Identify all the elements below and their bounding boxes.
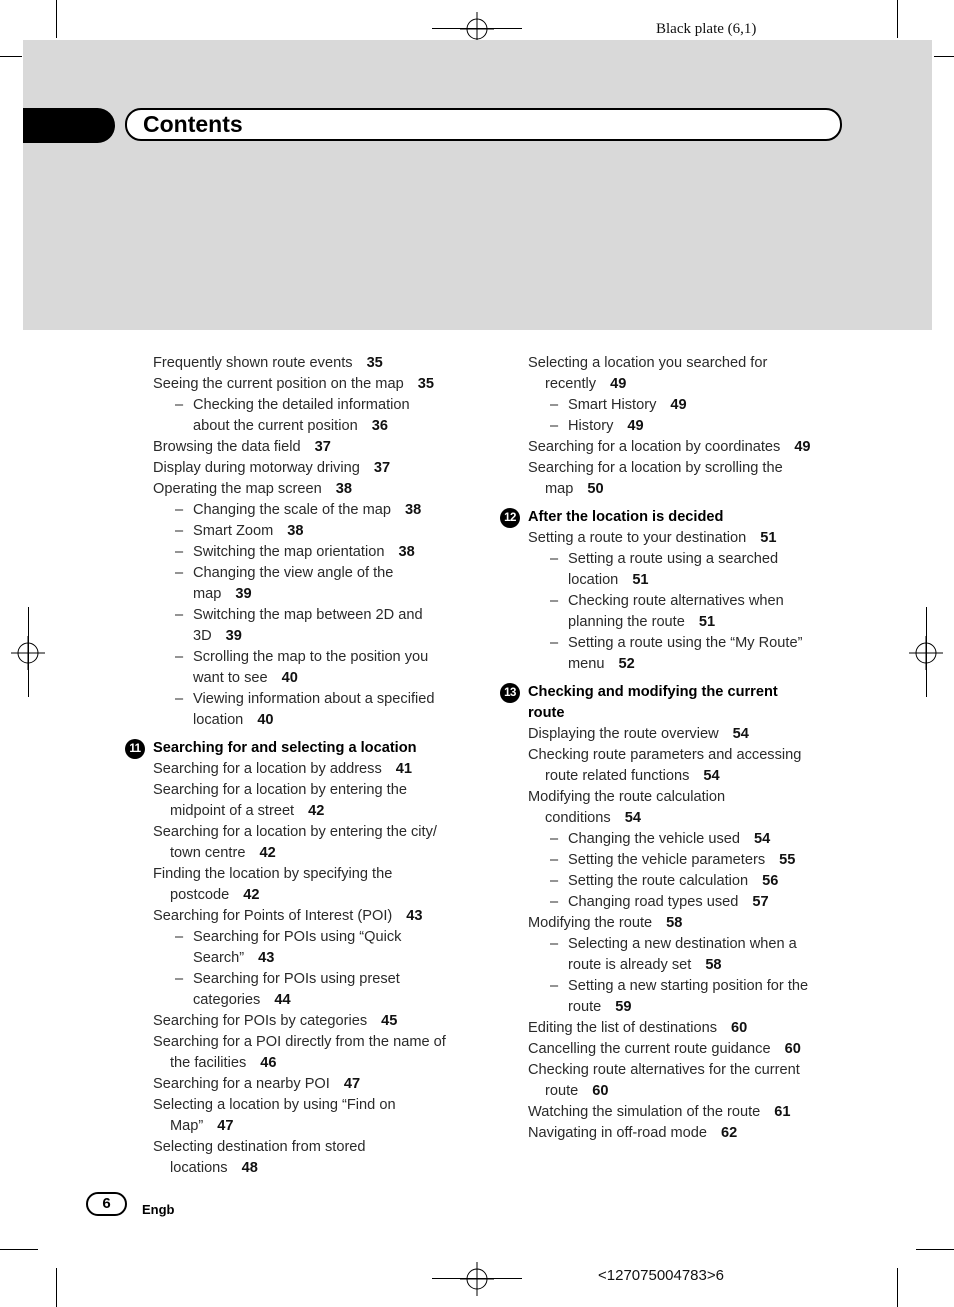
page-ref[interactable]: 42 (308, 803, 325, 819)
toc-entry-text: route (568, 999, 602, 1015)
toc-entry[interactable] (500, 913, 845, 934)
page-ref[interactable]: 57 (752, 894, 769, 910)
toc-entry-text: Browsing the data field (153, 439, 301, 455)
toc-subentry[interactable] (125, 647, 475, 668)
toc-subentry[interactable] (125, 584, 475, 605)
toc-subentry[interactable] (500, 871, 845, 892)
toc-entry[interactable] (125, 1074, 475, 1095)
toc-entry-text: Switching the map orientation (193, 544, 385, 560)
registration-mark-icon (11, 636, 45, 670)
toc-entry-text: Searching for a location by entering the city/ (153, 824, 437, 840)
crop-mark-bottom-left-vertical (56, 1268, 57, 1307)
toc-entry-text: Selecting destination from stored (153, 1139, 366, 1155)
toc-entry[interactable] (125, 353, 475, 374)
crop-mark-top-right-horizontal (934, 56, 954, 57)
toc-entry[interactable] (500, 766, 845, 787)
page-ref[interactable]: 49 (794, 439, 811, 455)
section-gap (500, 500, 845, 507)
dash-bullet: – (550, 936, 559, 952)
dash-bullet: – (550, 593, 559, 609)
toc-subentry[interactable] (125, 521, 475, 542)
page-ref[interactable]: 62 (721, 1125, 738, 1141)
section-number-badge: 13 (500, 683, 520, 703)
toc-entry-text: location (568, 572, 619, 588)
registration-line-bottom (432, 1278, 522, 1279)
toc-subentry[interactable] (500, 934, 845, 955)
toc-entry-text: Displaying the route overview (528, 726, 719, 742)
page-ref[interactable]: 35 (366, 355, 383, 371)
toc-subentry[interactable] (500, 892, 845, 913)
toc-entry[interactable] (125, 1011, 475, 1032)
toc-entry[interactable] (125, 1137, 475, 1158)
toc-entry-text: Finding the location by specifying the (153, 866, 393, 882)
dash-bullet: – (175, 607, 184, 623)
toc-entry-text: Frequently shown route events (153, 355, 353, 371)
toc-entry[interactable] (125, 458, 475, 479)
page-ref[interactable]: 58 (705, 957, 722, 973)
toc-entry[interactable] (125, 780, 475, 801)
toc-entry-text: conditions (545, 810, 611, 826)
registration-mark-icon (460, 1262, 494, 1296)
toc-subentry[interactable] (500, 416, 845, 437)
page-ref[interactable]: 37 (314, 439, 331, 455)
toc-entry[interactable] (125, 843, 475, 864)
toc-entry-text: route is already set (568, 957, 692, 973)
toc-entry-text: Searching for a POI directly from the name of (153, 1034, 446, 1050)
page-title: Contents (143, 111, 243, 137)
dash-bullet: – (175, 649, 184, 665)
page-ref[interactable]: 52 (618, 656, 635, 672)
toc-entry[interactable] (500, 724, 845, 745)
toc-entry[interactable] (500, 1102, 845, 1123)
dash-bullet: – (175, 397, 184, 413)
toc-entry-text: Setting a route to your destination (528, 530, 747, 546)
toc-subentry[interactable] (125, 689, 475, 710)
toc-entry[interactable] (500, 458, 845, 479)
toc-entry-text: route (545, 1083, 579, 1099)
toc-entry[interactable] (125, 864, 475, 885)
page-ref[interactable]: 61 (774, 1104, 791, 1120)
page-ref[interactable]: 55 (779, 852, 796, 868)
section-heading-text: Searching for and selecting a location (153, 740, 417, 756)
dash-bullet: – (550, 831, 559, 847)
page-ref[interactable]: 43 (258, 950, 275, 966)
dash-bullet: – (175, 929, 184, 945)
toc-entry-text: Viewing information about a specified (193, 691, 435, 707)
plate-label: Black plate (6,1) (656, 21, 757, 37)
page-ref[interactable]: 49 (610, 376, 627, 392)
dash-bullet: – (550, 635, 559, 651)
toc-entry-text: Editing the list of destinations (528, 1020, 718, 1036)
page-ref[interactable]: 44 (274, 992, 291, 1008)
toc-subentry[interactable] (500, 997, 845, 1018)
toc-subentry[interactable] (500, 570, 845, 591)
toc-entry[interactable] (500, 745, 845, 766)
page-ref[interactable]: 45 (381, 1013, 398, 1029)
page-ref[interactable]: 39 (225, 628, 242, 644)
toc-right-column (500, 353, 845, 1144)
dash-bullet: – (175, 544, 184, 560)
header-tab (23, 108, 115, 143)
page-ref[interactable]: 42 (243, 887, 260, 903)
language-code: Engb (142, 1202, 175, 1217)
toc-entry-text: map (545, 481, 574, 497)
toc-entry[interactable] (500, 808, 845, 829)
page-ref[interactable]: 41 (395, 761, 413, 777)
toc-entry-text: categories (193, 992, 261, 1008)
page-ref[interactable]: 38 (335, 481, 352, 497)
crop-mark-bottom-right-horizontal (916, 1249, 954, 1250)
toc-entry-text: Scrolling the map to the position you (193, 649, 429, 665)
toc-subentry[interactable] (500, 850, 845, 871)
toc-entry[interactable] (500, 1018, 845, 1039)
document-code: <127075004783>6 (598, 1267, 724, 1284)
toc-entry-text: Setting the route calculation (568, 873, 749, 889)
page-ref[interactable]: 47 (343, 1076, 361, 1092)
toc-entry-text: Selecting a new destination when a (568, 936, 797, 952)
dash-bullet: – (550, 978, 559, 994)
section-heading-text: Checking and modifying the current (528, 684, 778, 700)
toc-entry-text: Modifying the route calculation (528, 789, 726, 805)
section-number-badge: 12 (500, 508, 520, 528)
crop-mark-top-left-horizontal (0, 56, 22, 57)
toc-entry[interactable] (125, 822, 475, 843)
toc-entry[interactable] (500, 1081, 845, 1102)
page-number-badge: 6 (86, 1192, 127, 1216)
toc-entry-text: Searching for POIs using preset (193, 971, 400, 987)
crop-mark-bottom-left-horizontal (0, 1249, 38, 1250)
toc-entry-text: Searching for POIs using “Quick (193, 929, 402, 945)
page-ref[interactable]: 58 (666, 915, 683, 931)
title-pill (125, 108, 842, 141)
page-ref[interactable]: 50 (587, 481, 604, 497)
page-ref[interactable]: 42 (259, 845, 276, 861)
toc-entry[interactable] (125, 479, 475, 500)
page-ref[interactable]: 56 (762, 873, 779, 889)
toc-entry-text: Changing the view angle of the (193, 565, 394, 581)
page-ref[interactable]: 38 (398, 544, 415, 560)
toc-entry-text: about the current position (193, 418, 358, 434)
toc-entry-text: Changing the vehicle used (568, 831, 741, 847)
toc-subentry[interactable] (125, 626, 475, 647)
toc-entry-text: Setting the vehicle parameters (568, 852, 766, 868)
toc-entry-text: Map” (170, 1118, 204, 1134)
page-ref[interactable]: 51 (698, 614, 716, 630)
page-ref[interactable]: 60 (784, 1041, 801, 1057)
toc-subentry[interactable] (500, 829, 845, 850)
page-ref[interactable]: 35 (417, 376, 434, 392)
dash-bullet: – (175, 691, 184, 707)
page-ref[interactable]: 54 (732, 726, 749, 742)
toc-subentry[interactable] (500, 654, 845, 675)
toc-entry-text: Changing road types used (568, 894, 739, 910)
toc-entry[interactable] (500, 479, 845, 500)
toc-entry-text: Seeing the current position on the map (153, 376, 404, 392)
page-ref[interactable]: 40 (281, 670, 298, 686)
toc-entry-text: History (568, 418, 614, 434)
page-ref[interactable]: 47 (217, 1118, 234, 1134)
section-heading-text: route (528, 705, 565, 721)
toc-subentry[interactable] (125, 969, 475, 990)
page-ref[interactable]: 46 (260, 1055, 277, 1071)
toc-left-column (125, 353, 475, 1179)
toc-entry-text: Cancelling the current route guidance (528, 1041, 771, 1057)
toc-subentry[interactable] (125, 990, 475, 1011)
toc-entry[interactable] (500, 1123, 845, 1144)
page-ref[interactable]: 60 (731, 1020, 748, 1036)
dash-bullet: – (175, 502, 184, 518)
toc-entry[interactable] (125, 1158, 475, 1179)
toc-subentry[interactable] (125, 500, 475, 521)
toc-entry-text: Checking route alternatives when (568, 593, 784, 609)
toc-entry-text: Selecting a location by using “Find on (153, 1097, 396, 1113)
crop-mark-bottom-right-vertical (897, 1268, 898, 1307)
toc-entry-text: Changing the scale of the map (193, 502, 391, 518)
toc-entry-text: Searching for POIs by categories (153, 1013, 368, 1029)
toc-entry-text: Setting a route using the “My Route” (568, 635, 803, 651)
toc-subentry[interactable] (125, 948, 475, 969)
section-heading[interactable] (125, 738, 475, 759)
toc-entry-text: Switching the map between 2D and (193, 607, 423, 623)
toc-subentry[interactable] (500, 976, 845, 997)
registration-line-top (432, 28, 522, 29)
toc-entry-text: map (193, 586, 222, 602)
toc-subentry[interactable] (125, 605, 475, 626)
page-ref[interactable]: 54 (624, 810, 641, 826)
toc-entry-text: locations (170, 1160, 228, 1176)
page-ref[interactable]: 38 (404, 502, 422, 518)
page-ref[interactable]: 49 (670, 397, 687, 413)
toc-entry[interactable] (500, 374, 845, 395)
registration-mark-icon (909, 636, 943, 670)
toc-entry[interactable] (125, 1116, 475, 1137)
section-heading[interactable] (500, 682, 845, 703)
toc-subentry[interactable] (500, 612, 845, 633)
toc-entry-text: Searching for a location by entering the (153, 782, 407, 798)
dash-bullet: – (550, 873, 559, 889)
dash-bullet: – (550, 852, 559, 868)
page-ref[interactable]: 36 (371, 418, 388, 434)
page-ref[interactable]: 43 (406, 908, 423, 924)
toc-entry-text: Watching the simulation of the route (528, 1104, 761, 1120)
crop-mark-top-right-vertical (897, 0, 898, 38)
section-heading[interactable] (500, 507, 845, 528)
toc-subentry[interactable] (500, 591, 845, 612)
page-ref[interactable]: 49 (627, 418, 644, 434)
toc-entry-text: Selecting a location you searched for (528, 355, 768, 371)
toc-entry[interactable] (125, 906, 475, 927)
page-ref[interactable]: 37 (373, 460, 391, 476)
page-ref[interactable]: 59 (615, 999, 632, 1015)
toc-entry-text: Searching for a nearby POI (153, 1076, 330, 1092)
toc-entry-text: town centre (170, 845, 246, 861)
toc-entry-text: Checking route parameters and accessing (528, 747, 802, 763)
section-gap (125, 731, 475, 738)
section-heading[interactable] (500, 703, 845, 724)
toc-entry[interactable] (125, 374, 475, 395)
page-ref[interactable]: 38 (287, 523, 304, 539)
toc-entry[interactable] (500, 1039, 845, 1060)
dash-bullet: – (550, 894, 559, 910)
dash-bullet: – (175, 971, 184, 987)
toc-subentry[interactable] (500, 549, 845, 570)
toc-entry-text: postcode (170, 887, 230, 903)
toc-entry-text: menu (568, 656, 605, 672)
toc-subentry[interactable] (125, 542, 475, 563)
toc-entry[interactable] (125, 885, 475, 906)
page-ref[interactable]: 51 (760, 530, 777, 546)
toc-entry[interactable] (125, 1095, 475, 1116)
crop-mark-top-left-vertical (56, 0, 57, 38)
toc-entry-text: Operating the map screen (153, 481, 322, 497)
section-number-badge: 11 (125, 739, 145, 759)
toc-entry[interactable] (125, 801, 475, 822)
toc-entry-text: Checking route alternatives for the current (528, 1062, 800, 1078)
toc-subentry[interactable] (125, 563, 475, 584)
toc-entry-text: Navigating in off-road mode (528, 1125, 708, 1141)
toc-subentry[interactable] (500, 395, 845, 416)
toc-entry-text: Searching for a location by scrolling the (528, 460, 783, 476)
toc-entry[interactable] (125, 1032, 475, 1053)
toc-entry-text: Checking the detailed information (193, 397, 410, 413)
toc-entry-text: want to see (193, 670, 268, 686)
section-heading-text: After the location is decided (528, 509, 724, 525)
toc-entry[interactable] (500, 1060, 845, 1081)
toc-entry[interactable] (125, 1053, 475, 1074)
toc-entry-text: Setting a route using a searched (568, 551, 779, 567)
toc-subentry[interactable] (125, 668, 475, 689)
toc-entry-text: recently (545, 376, 597, 392)
toc-entry-text: Smart Zoom (193, 523, 274, 539)
toc-subentry[interactable] (500, 633, 845, 654)
toc-entry-text: Searching for a location by coordinates (528, 439, 781, 455)
toc-subentry[interactable] (125, 416, 475, 437)
toc-entry-text: Smart History (568, 397, 657, 413)
dash-bullet: – (550, 418, 559, 434)
toc-entry-text: 3D (193, 628, 212, 644)
toc-entry-text: location (193, 712, 244, 728)
toc-entry[interactable] (500, 353, 845, 374)
toc-entry[interactable] (500, 437, 845, 458)
dash-bullet: – (175, 523, 184, 539)
toc-entry-text: Search” (193, 950, 245, 966)
toc-entry[interactable] (500, 787, 845, 808)
toc-entry[interactable] (125, 437, 475, 458)
page-ref[interactable]: 54 (703, 768, 720, 784)
toc-entry[interactable] (500, 528, 845, 549)
toc-entry-text: route related functions (545, 768, 690, 784)
dash-bullet: – (175, 565, 184, 581)
toc-entry-text: midpoint of a street (170, 803, 295, 819)
toc-entry-text: Searching for Points of Interest (POI) (153, 908, 393, 924)
toc-entry-text: Display during motorway driving (153, 460, 360, 476)
toc-subentry[interactable] (125, 927, 475, 948)
dash-bullet: – (550, 397, 559, 413)
toc-subentry[interactable] (500, 955, 845, 976)
page-ref[interactable]: 39 (235, 586, 252, 602)
toc-entry-text: Modifying the route (528, 915, 653, 931)
toc-entry-text: Searching for a location by address (153, 761, 382, 777)
page-ref[interactable]: 60 (592, 1083, 609, 1099)
toc-entry[interactable] (125, 759, 475, 780)
toc-entry-text: Setting a new starting position for the (568, 978, 809, 994)
toc-subentry[interactable] (125, 710, 475, 731)
header-band (23, 40, 932, 330)
page-ref[interactable]: 40 (257, 712, 274, 728)
toc-entry-text: the facilities (170, 1055, 247, 1071)
page-ref[interactable]: 48 (241, 1160, 258, 1176)
page-ref[interactable]: 51 (632, 572, 649, 588)
dash-bullet: – (550, 551, 559, 567)
page-ref[interactable]: 54 (754, 831, 771, 847)
toc-entry-text: planning the route (568, 614, 685, 630)
section-gap (500, 675, 845, 682)
toc-subentry[interactable] (125, 395, 475, 416)
